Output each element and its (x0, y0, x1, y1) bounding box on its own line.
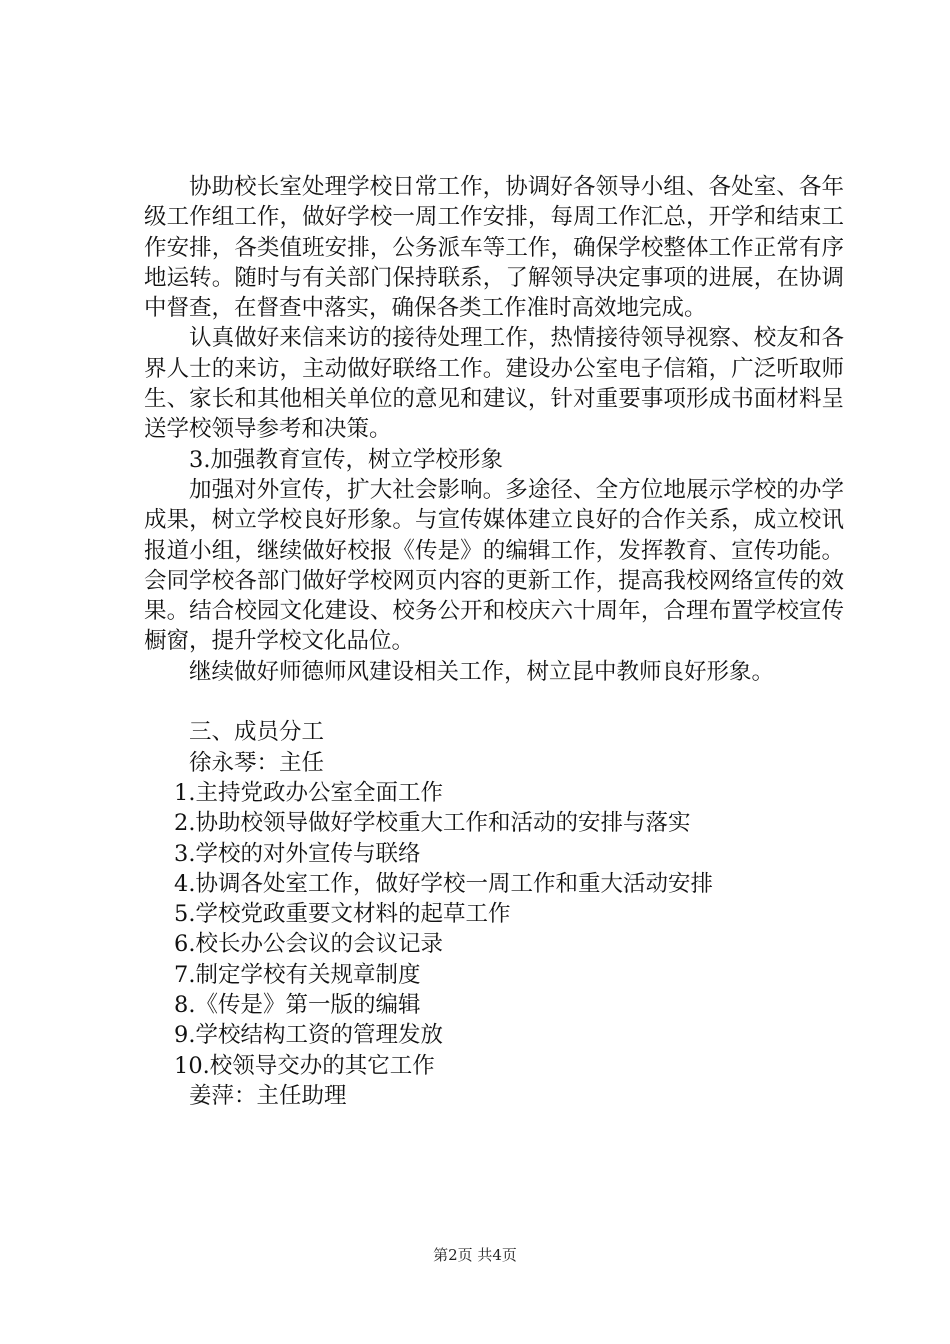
list-item: 4.协调各处室工作，做好学校一周工作和重大活动安排 (174, 870, 713, 897)
section-heading-publicity: 3.加强教育宣传，树立学校形象 (189, 446, 503, 473)
list-item: 8.《传是》第一版的编辑 (174, 992, 421, 1019)
document-body (144, 172, 844, 1111)
page-footer: 第2页 共4页 (433, 1246, 517, 1264)
duty-list (144, 778, 844, 1081)
list-item: 7.制定学校有关规章制度 (174, 961, 421, 988)
member-title: 徐永琴：主任 (189, 749, 325, 776)
list-item: 9.学校结构工资的管理发放 (174, 1022, 443, 1049)
list-item: 3.学校的对外宣传与联络 (174, 840, 421, 867)
blank-line (144, 687, 844, 717)
paragraph-teacher-ethics: 继续做好师德师风建设相关工作，树立昆中教师良好形象。 (189, 658, 775, 685)
paragraph-reception: 认真做好来信来访的接待处理工作，热情接待领导视察、校友和各界人士的来访，主动做好联络工作。建设办公室电子信箱，广泛听取师生、家长和其他相关单位的意见和建议，针对重要事项形成书面材料呈送学校领导参考和决策。 (144, 325, 844, 443)
section-heading-members: 三、成员分工 (189, 719, 325, 746)
list-item: 6.校长办公会议的会议记录 (174, 931, 443, 958)
list-item: 1.主持党政办公室全面工作 (174, 779, 443, 806)
list-item: 10.校领导交办的其它工作 (174, 1052, 435, 1079)
paragraph-publicity: 加强对外宣传，扩大社会影响。多途径、全方位地展示学校的办学成果，树立学校良好形象。与宣传媒体建立良好的合作关系，成立校讯报道小组，继续做好校报《传是》的编辑工作，发挥教育、宣传功能。会同学校各部门做好学校网页内容的更新工作，提高我校网络宣传的效果。结合校园文化建设、校务公开和校庆六十周年，合理布置学校宣传橱窗，提升学校文化品位。 (144, 476, 844, 655)
list-item: 2.协助校领导做好学校重大工作和活动的安排与落实 (174, 810, 691, 837)
member-title: 姜萍：主任助理 (189, 1082, 347, 1109)
list-item: 5.学校党政重要文材料的起草工作 (174, 901, 511, 928)
paragraph-coordination: 协助校长室处理学校日常工作，协调好各领导小组、各处室、各年级工作组工作，做好学校一周工作安排，每周工作汇总，开学和结束工作安排，各类值班安排，公务派车等工作，确保学校整体工作正常有序地运转。随时与有关部门保持联系，了解领导决定事项的进展，在协调中督查，在督查中落实，确保各类工作准时高效地完成。 (144, 174, 844, 322)
